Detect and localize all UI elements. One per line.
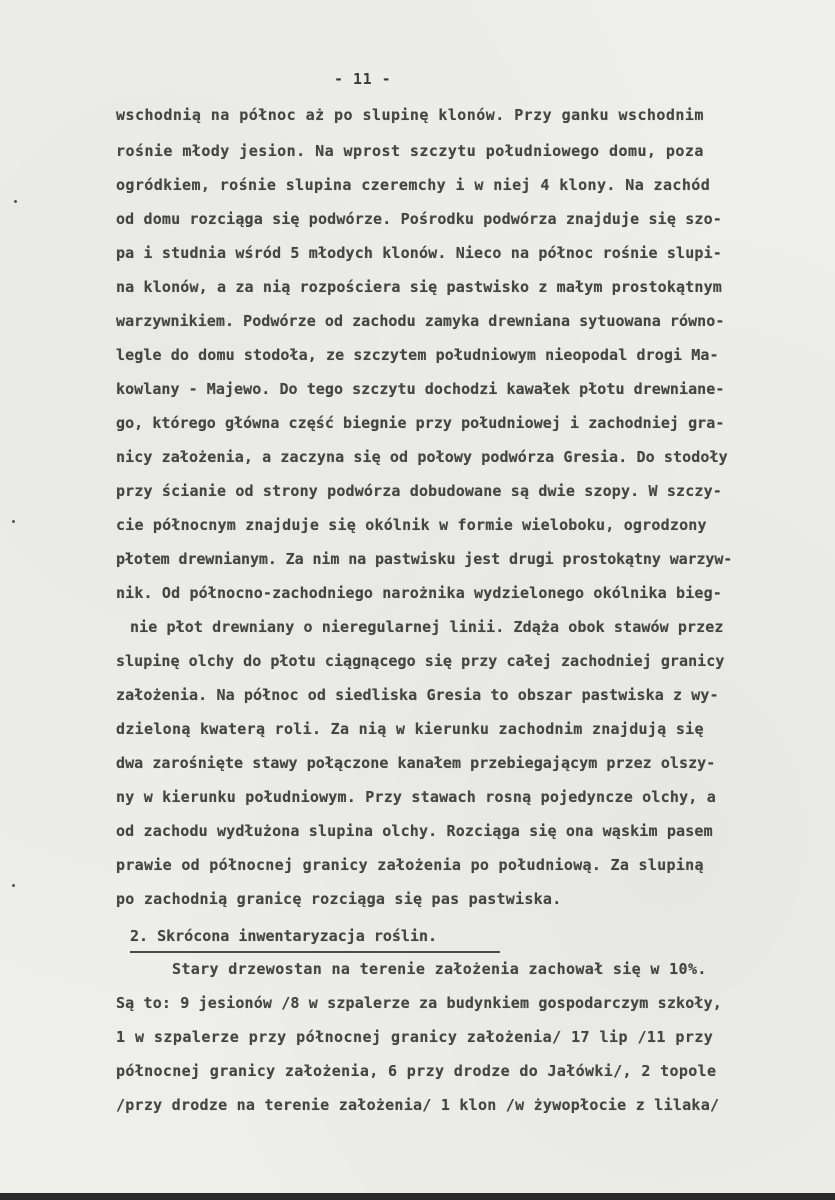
- section-line: 1 w szpalerze przy północnej granicy założenia/ 17 lip /11 przy: [116, 1028, 714, 1046]
- body-line: warzywnikiem. Podwórze od zachodu zamyka drewniana sytuowana równo-: [116, 312, 725, 330]
- body-line: dzieloną kwaterą roli. Za nią w kierunku zachodnim znajdują się: [116, 720, 704, 738]
- section-line: Stary drzewostan na terenie założenia zachował się w 10%.: [172, 960, 707, 978]
- body-line: nie płot drewniany o nieregularnej linii. Zdąża obok stawów przez: [130, 618, 724, 636]
- body-line: kowlany - Majewo. Do tego szczytu dochodzi kawałek płotu drewniane-: [116, 380, 725, 398]
- body-line: założenia. Na północ od siedliska Gresia to obszar pastwiska z wy-: [116, 686, 719, 704]
- section-line: Są to: 9 jesionów /8 w szpalerze za budynkiem gospodarczym szkoły,: [116, 994, 722, 1012]
- body-line: rośnie młody jesion. Na wprost szczytu południowego domu, poza: [116, 142, 704, 160]
- body-line: pa i studnia wśród 5 młodych klonów. Nieco na północ rośnie slupi-: [116, 244, 722, 262]
- section-line: północnej granicy założenia, 6 przy drodze do Jałówki/, 2 topole: [116, 1062, 717, 1080]
- body-line: od domu rozciąga się podwórze. Pośrodku podwórza znajduje się szo-: [116, 210, 722, 228]
- body-line: przy ścianie od strony podwórza dobudowane są dwie szopy. W szczy-: [116, 482, 722, 500]
- body-line: slupinę olchy do płotu ciągnącego się przy całej zachodniej granicy: [116, 652, 725, 670]
- body-line: nicy założenia, a zaczyna się od połowy podwórza Gresia. Do stodoły: [116, 448, 728, 466]
- body-line: go, którego główna część biegnie przy południowej i zachodniej gra-: [116, 414, 725, 432]
- body-line: legle do domu stodoła, ze szczytem południowym nieopodal drogi Ma-: [116, 346, 719, 364]
- body-line: dwa zarośnięte stawy połączone kanałem przebiegającym przez olszy-: [116, 754, 716, 772]
- page-number: - 11 -: [334, 70, 392, 88]
- section-heading: 2. Skrócona inwentaryzacja roślin.: [130, 927, 438, 945]
- body-line: od zachodu wydłużona slupina olchy. Rozciąga się ona wąskim pasem: [116, 822, 713, 840]
- section-line: /przy drodze na terenie założenia/ 1 klon /w żywopłocie z lilaka/: [116, 1096, 720, 1114]
- body-line: płotem drewnianym. Za nim na pastwisku jest drugi prostokątny warzyw-: [116, 550, 733, 568]
- body-line: nik. Od północno-zachodniego narożnika wydzielonego okólnika bieg-: [116, 584, 722, 602]
- scan-edge: [0, 1193, 835, 1200]
- body-line: po zachodnią granicę rozciąga się pas pastwiska.: [116, 890, 562, 908]
- heading-underline: [130, 951, 500, 953]
- body-line: na klonów, a za nią rozpościera się pastwisko z małym prostokątnym: [116, 278, 722, 296]
- margin-mark: [12, 884, 15, 887]
- margin-mark: [12, 520, 15, 523]
- margin-mark: [14, 200, 17, 203]
- body-line: cie północnym znajduje się okólnik w formie wieloboku, ogrodzony: [116, 516, 707, 534]
- body-line: prawie od północnej granicy założenia po południową. Za slupiną: [116, 856, 704, 874]
- body-line: ogródkiem, rośnie slupina czeremchy i w niej 4 klony. Na zachód: [116, 176, 711, 194]
- body-line: wschodnią na północ aż po slupinę klonów. Przy ganku wschodnim: [116, 106, 704, 124]
- body-line: ny w kierunku południowym. Przy stawach rosną pojedyncze olchy, a: [116, 788, 716, 806]
